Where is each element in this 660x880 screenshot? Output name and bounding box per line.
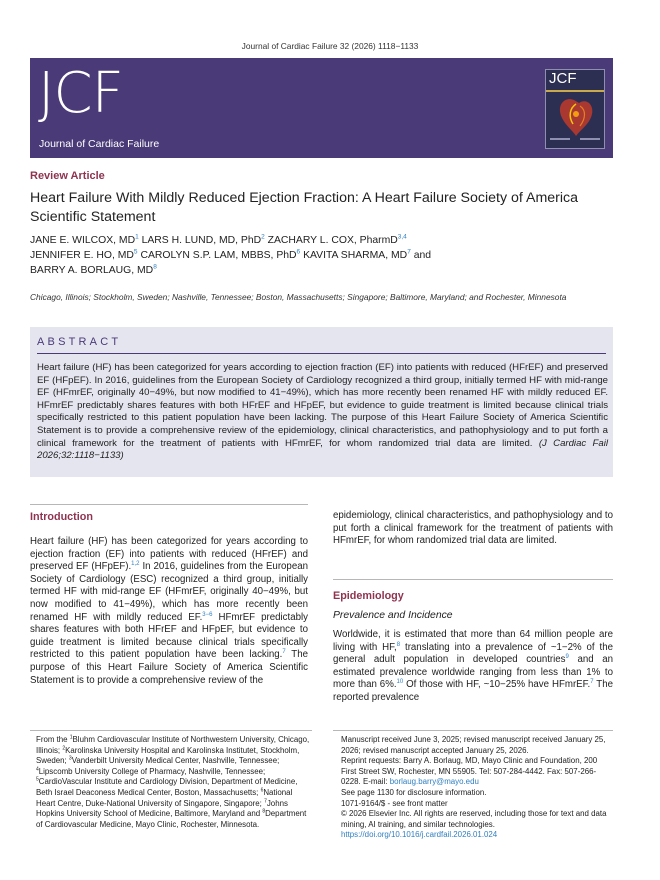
footnote-text: Lipscomb University College of Pharmacy, Nashville, Tennessee; xyxy=(38,766,266,776)
section-divider xyxy=(333,579,613,580)
intro-text: HFmrEF predictably shares features with both HFrEF and HFpEF, but evidence to guide treatment is limited because clinical trials specifically restricted to this patient population have been lacking. xyxy=(30,611,308,661)
author-name: KAVITA SHARMA, MD xyxy=(303,250,408,261)
affiliation-number: 6 xyxy=(260,787,264,794)
abstract-heading: ABSTRACT xyxy=(37,336,122,348)
abstract-divider xyxy=(37,353,606,354)
affiliation-number: 4 xyxy=(36,766,39,773)
footnote-text: Vanderbilt University Medical Center, Nashville, Tennessee; xyxy=(71,756,280,766)
reprint-requests xyxy=(341,756,613,788)
author-name: JANE E. WILCOX, MD xyxy=(30,235,136,246)
citation-ref[interactable]: 7 xyxy=(590,679,594,686)
epidemiology-paragraph xyxy=(333,629,613,705)
author-name: JENNIFER E. HO, MD xyxy=(30,250,134,261)
footnote-text: Johns Hopkins University School of Medicine, Baltimore, Maryland and xyxy=(36,798,288,819)
affiliation-number: 2 xyxy=(62,744,66,751)
author-affiliation-ref[interactable]: 2 xyxy=(261,233,265,241)
affiliation-number: 8 xyxy=(262,808,266,815)
epi-text: and an estimated prevalence worldwide ranging from less than 1% to more than 6%. xyxy=(333,654,613,691)
introduction-heading: Introduction xyxy=(30,511,93,523)
epidemiology-heading: Epidemiology xyxy=(333,590,404,602)
citation-ref[interactable]: 10 xyxy=(396,679,404,686)
footnote-divider xyxy=(30,730,312,731)
footnote-text: From the xyxy=(36,735,70,744)
footnote-text: CardioVascular Institute and Cardiology Division, Department of Medicine, Beth Israel Deaconess Medical Center, Boston, Massachusetts; xyxy=(36,777,298,797)
author-list xyxy=(30,233,610,278)
intro-text: The purpose of this Heart Failure Society of America Scientific Statement is to provide a comprehensive review of the xyxy=(30,649,308,686)
issn-line: 1071-9164/$ - see front matter xyxy=(341,798,448,808)
author-name: CAROLYN S.P. LAM, MBBS, PhD xyxy=(140,250,297,261)
article-title: Heart Failure With Mildly Reduced Ejection Fraction: A Heart Failure Society of America Scientific Statement xyxy=(30,190,579,225)
author-name: ZACHARY L. COX, PharmD xyxy=(267,235,398,246)
abstract-body: Heart failure (HF) has been categorized for years according to ejection fraction (EF) into patients with reduced (HFrEF) and preserved EF (HFpEF). In 2016, guidelines from the European Society of Cardiology recognized a third group, initially termed HF with mid-range EF (HFmrEF, originally 40−49%, but now modified to 41−49%), which has more recently been renamed HF with mildly reduced EF. HFmrEF predictably shares features with both HFrEF and HFpEF, but evidence to guide treatment is limited because clinical trials specifically restricted to this patient population have been lacking. The purpose of this Heart Failure Society of America Scientific Statement is to provide a comprehensive review of the epidemiology, clinical characteristics, and pathophysiology and to put forth a clinical framework for the treatment of patients with HFmrEF, for whom randomized trial data are limited. xyxy=(37,362,608,449)
manuscript-dates: Manuscript received June 3, 2025; revised manuscript received January 25, 2026; revised manuscript accepted January 25, 2026. xyxy=(341,735,606,755)
author-locations: Chicago, Illinois; Stockholm, Sweden; Nashville, Tennessee; Boston, Massachusetts; Singapore; Baltimore, Maryland; and Rochester, Minnesota xyxy=(30,292,567,302)
affiliation-number: 7 xyxy=(264,797,267,804)
abstract-box xyxy=(30,327,613,477)
footnote-text: Bluhm Cardiovascular Institute of Northwestern University, Chicago, Illinois; xyxy=(36,735,310,755)
abstract-text xyxy=(37,362,608,463)
intro-text: In 2016, guidelines from the European Society of Cardiology (ESC) recognized a third group, initially termed HF with mid-range EF (HFmrEF, originally 40−49%, but now modified to 41−49%), which has more recently been renamed HF with mildly reduced EF. xyxy=(30,561,308,623)
article-type: Review Article xyxy=(30,170,105,182)
prevalence-subheading: Prevalence and Incidence xyxy=(333,610,453,621)
footnote-text: Karolinska University Hospital and Karolinska Institutet, Stockholm, Sweden; xyxy=(36,745,300,766)
author-name: BARRY A. BORLAUG, MD xyxy=(30,265,154,276)
manuscript-footnote xyxy=(341,735,613,841)
affiliations-footnote xyxy=(36,735,312,830)
author-affiliation-ref[interactable]: 5 xyxy=(133,248,138,256)
cover-title: JCF xyxy=(549,70,577,87)
author-name: LARS H. LUND, MD, PhD xyxy=(141,235,262,246)
section-divider xyxy=(30,504,308,505)
citation-ref[interactable]: 8 xyxy=(396,641,401,648)
epi-text: Worldwide, it is estimated that more than 64 million people are living with HF, xyxy=(333,629,613,653)
citation-ref[interactable]: 9 xyxy=(565,653,569,660)
epi-text: Of those with HF, ~10−25% have HFmrEF. xyxy=(403,679,591,691)
footnote-divider xyxy=(333,730,613,731)
epi-text: The reported prevalence xyxy=(333,679,613,703)
author-affiliation-ref[interactable]: 8 xyxy=(153,263,157,271)
affiliation-number: 5 xyxy=(36,776,39,783)
copyright-line: © 2026 Elsevier Inc. All rights are reserved, including those for text and data mining, AI training, and similar technologies. xyxy=(341,809,607,829)
author-affiliation-ref[interactable]: 1 xyxy=(135,233,139,241)
cover-divider xyxy=(546,90,605,92)
journal-name: Journal of Cardiac Failure xyxy=(39,138,160,150)
citation-ref[interactable]: 7 xyxy=(282,649,286,656)
affiliation-number: 1 xyxy=(69,734,73,741)
citation-ref[interactable]: 3−6 xyxy=(202,611,213,618)
reprint-text: Reprint requests: Barry A. Borlaug, MD, Mayo Clinic and Foundation, 200 First Street SW, Rochester, MN 55905. Tel: 507-284-4442. Fax: 507-266-0228. E-mail: xyxy=(341,756,598,787)
introduction-paragraph xyxy=(30,536,308,687)
introduction-continuation: epidemiology, clinical characteristics, and pathophysiology and to put forth a clinical framework for the treatment of patients with HFmrEF, for whom randomized trial data are limited. xyxy=(333,510,613,547)
intro-text: Heart failure (HF) has been categorized for years according to ejection fraction (EF) into patients with reduced (HFrEF) and preserved EF (HFpEF). xyxy=(30,536,308,573)
journal-logo: JCF xyxy=(38,61,123,126)
citation-ref[interactable]: 1,2 xyxy=(131,560,140,567)
disclosure-note: See page 1130 for disclosure information. xyxy=(341,787,487,797)
epi-text: translating into a prevalence of ~1−2% of the general adult population in developed countries xyxy=(333,641,613,666)
footnote-text: National Heart Centre, Duke-National University of Singapore, Singapore; xyxy=(36,787,293,808)
author-conjunction: and xyxy=(413,250,432,261)
journal-reference: Journal of Cardiac Failure 32 (2026) 1118−1133 xyxy=(241,41,419,51)
affiliation-number: 3 xyxy=(68,755,72,762)
author-affiliation-ref[interactable]: 6 xyxy=(296,248,301,256)
author-affiliation-ref[interactable]: 7 xyxy=(407,248,411,256)
author-affiliation-ref[interactable]: 3,4 xyxy=(397,233,407,241)
email-link[interactable]: borlaug.barry@mayo.edu xyxy=(389,777,479,787)
footnote-text: Department of Cardiovascular Medicine, Mayo Clinic, Rochester, Minnesota. xyxy=(36,809,307,829)
abstract-citation: (J Cardiac Fail 2026;32:1118−1133) xyxy=(37,437,608,462)
journal-cover-thumbnail xyxy=(545,69,605,149)
journal-banner xyxy=(30,58,613,158)
doi-link[interactable]: https://doi.org/10.1016/j.cardfail.2026.01.024 xyxy=(341,830,498,840)
